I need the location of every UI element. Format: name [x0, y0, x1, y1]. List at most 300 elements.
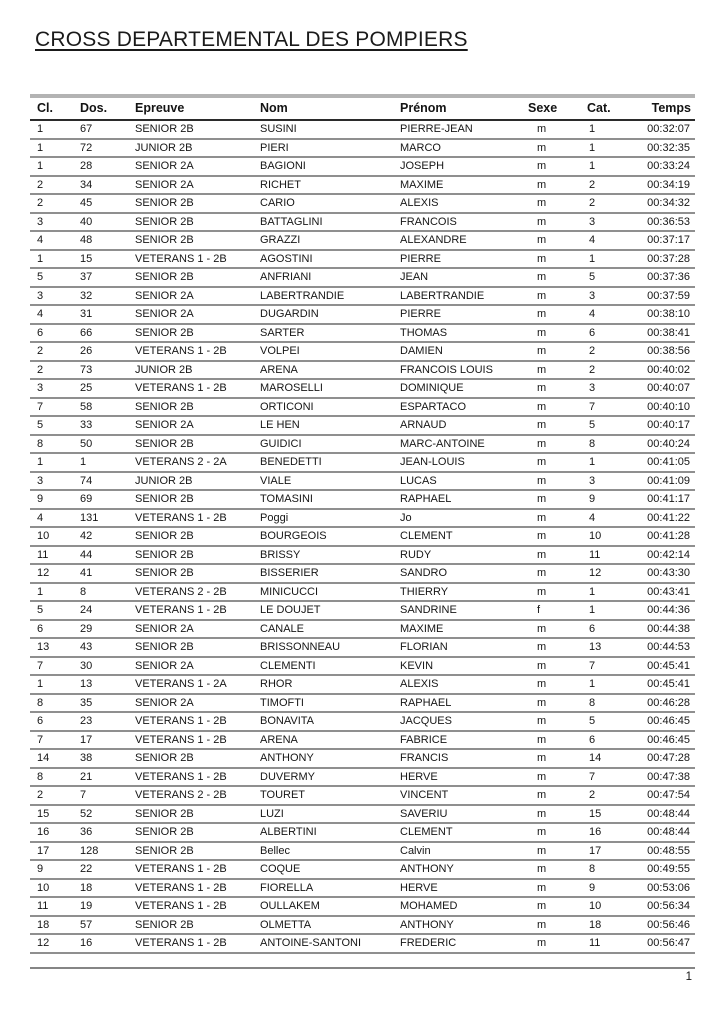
table-row [30, 416, 695, 435]
cell-cat: 1 [578, 157, 635, 176]
cell-sexe: f [520, 601, 578, 620]
cell-dos: 57 [72, 916, 127, 935]
cell-cat: 4 [578, 231, 635, 250]
table-row [30, 712, 695, 731]
cell-epreuve: SENIOR 2B [127, 842, 253, 861]
cell-epreuve: SENIOR 2A [127, 620, 253, 639]
cell-nom: BISSERIER [253, 564, 392, 583]
cell-temps: 00:44:36 [635, 601, 695, 620]
cell-prenom: JEAN-LOUIS [392, 453, 520, 472]
cell-dos: 25 [72, 379, 127, 398]
cell-temps: 00:37:36 [635, 268, 695, 287]
cell-sexe: m [520, 139, 578, 158]
cell-epreuve: SENIOR 2B [127, 916, 253, 935]
table-row [30, 675, 695, 694]
table-row [30, 527, 695, 546]
cell-cat: 17 [578, 842, 635, 861]
cell-cat: 11 [578, 934, 635, 953]
cell-sexe: m [520, 786, 578, 805]
cell-epreuve: VETERANS 1 - 2B [127, 342, 253, 361]
cell-prenom: FRANCIS [392, 749, 520, 768]
cell-epreuve: JUNIOR 2B [127, 361, 253, 380]
cell-prenom: MAXIME [392, 620, 520, 639]
cell-dos: 67 [72, 120, 127, 139]
cell-temps: 00:38:41 [635, 324, 695, 343]
cell-cl: 3 [30, 213, 72, 232]
cell-epreuve: JUNIOR 2B [127, 139, 253, 158]
cell-sexe: m [520, 749, 578, 768]
cell-temps: 00:41:17 [635, 490, 695, 509]
cell-prenom: FABRICE [392, 731, 520, 750]
cell-sexe: m [520, 897, 578, 916]
cell-sexe: m [520, 768, 578, 787]
cell-prenom: PIERRE [392, 305, 520, 324]
cell-temps: 00:38:10 [635, 305, 695, 324]
cell-nom: TOMASINI [253, 490, 392, 509]
cell-dos: 8 [72, 583, 127, 602]
cell-cat: 7 [578, 768, 635, 787]
cell-epreuve: SENIOR 2B [127, 194, 253, 213]
cell-prenom: JOSEPH [392, 157, 520, 176]
table-row [30, 453, 695, 472]
cell-epreuve: VETERANS 1 - 2B [127, 897, 253, 916]
cell-nom: AGOSTINI [253, 250, 392, 269]
cell-temps: 00:43:30 [635, 564, 695, 583]
cell-dos: 36 [72, 823, 127, 842]
cell-dos: 32 [72, 287, 127, 306]
cell-sexe: m [520, 731, 578, 750]
cell-sexe: m [520, 379, 578, 398]
cell-cl: 17 [30, 842, 72, 861]
cell-nom: OLMETTA [253, 916, 392, 935]
cell-dos: 43 [72, 638, 127, 657]
cell-prenom: RAPHAEL [392, 490, 520, 509]
cell-dos: 52 [72, 805, 127, 824]
cell-cat: 5 [578, 416, 635, 435]
cell-cl: 13 [30, 638, 72, 657]
cell-cl: 1 [30, 453, 72, 472]
cell-temps: 00:56:47 [635, 934, 695, 953]
table-row [30, 435, 695, 454]
table-row [30, 842, 695, 861]
cell-nom: COQUE [253, 860, 392, 879]
cell-sexe: m [520, 509, 578, 528]
cell-dos: 41 [72, 564, 127, 583]
cell-prenom: JACQUES [392, 712, 520, 731]
cell-cat: 4 [578, 509, 635, 528]
cell-epreuve: VETERANS 2 - 2B [127, 786, 253, 805]
cell-prenom: ANTHONY [392, 860, 520, 879]
cell-epreuve: VETERANS 1 - 2B [127, 601, 253, 620]
cell-temps: 00:32:07 [635, 120, 695, 139]
cell-prenom: HERVE [392, 768, 520, 787]
cell-dos: 23 [72, 712, 127, 731]
table-row [30, 120, 695, 139]
table-row [30, 601, 695, 620]
cell-prenom: LABERTRANDIE [392, 287, 520, 306]
cell-prenom: LUCAS [392, 472, 520, 491]
results-table [30, 94, 695, 954]
cell-cl: 1 [30, 583, 72, 602]
table-row [30, 194, 695, 213]
cell-cl: 16 [30, 823, 72, 842]
cell-cl: 11 [30, 546, 72, 565]
cell-cat: 1 [578, 453, 635, 472]
cell-sexe: m [520, 250, 578, 269]
cell-cl: 14 [30, 749, 72, 768]
table-row [30, 879, 695, 898]
cell-prenom: DAMIEN [392, 342, 520, 361]
cell-cat: 2 [578, 176, 635, 195]
cell-sexe: m [520, 805, 578, 824]
table-row [30, 268, 695, 287]
cell-epreuve: VETERANS 1 - 2B [127, 509, 253, 528]
cell-epreuve: SENIOR 2B [127, 268, 253, 287]
cell-temps: 00:33:24 [635, 157, 695, 176]
cell-epreuve: SENIOR 2B [127, 527, 253, 546]
cell-prenom: ARNAUD [392, 416, 520, 435]
table-row [30, 638, 695, 657]
cell-nom: GRAZZI [253, 231, 392, 250]
cell-cl: 1 [30, 139, 72, 158]
cell-sexe: m [520, 879, 578, 898]
cell-epreuve: SENIOR 2A [127, 176, 253, 195]
cell-cat: 1 [578, 675, 635, 694]
cell-sexe: m [520, 398, 578, 417]
cell-prenom: MOHAMED [392, 897, 520, 916]
cell-dos: 74 [72, 472, 127, 491]
cell-nom: DUGARDIN [253, 305, 392, 324]
cell-prenom: ALEXIS [392, 675, 520, 694]
cell-temps: 00:38:56 [635, 342, 695, 361]
cell-cl: 8 [30, 768, 72, 787]
cell-dos: 18 [72, 879, 127, 898]
cell-nom: Bellec [253, 842, 392, 861]
cell-cat: 2 [578, 786, 635, 805]
cell-prenom: Calvin [392, 842, 520, 861]
cell-cl: 5 [30, 416, 72, 435]
cell-cat: 3 [578, 472, 635, 491]
cell-temps: 00:43:41 [635, 583, 695, 602]
cell-epreuve: JUNIOR 2B [127, 472, 253, 491]
cell-dos: 58 [72, 398, 127, 417]
cell-temps: 00:40:24 [635, 435, 695, 454]
column-header-cl: Cl. [30, 98, 72, 120]
table-row [30, 509, 695, 528]
cell-cat: 3 [578, 379, 635, 398]
cell-temps: 00:46:45 [635, 731, 695, 750]
cell-sexe: m [520, 657, 578, 676]
cell-sexe: m [520, 213, 578, 232]
cell-dos: 72 [72, 139, 127, 158]
table-row [30, 231, 695, 250]
cell-cat: 1 [578, 139, 635, 158]
cell-prenom: ESPARTACO [392, 398, 520, 417]
cell-cl: 1 [30, 675, 72, 694]
table-row [30, 287, 695, 306]
cell-prenom: HERVE [392, 879, 520, 898]
cell-nom: RHOR [253, 675, 392, 694]
cell-nom: LE HEN [253, 416, 392, 435]
cell-cl: 3 [30, 287, 72, 306]
cell-dos: 35 [72, 694, 127, 713]
cell-temps: 00:37:17 [635, 231, 695, 250]
cell-nom: ARENA [253, 731, 392, 750]
table-row [30, 620, 695, 639]
cell-sexe: m [520, 194, 578, 213]
cell-sexe: m [520, 860, 578, 879]
cell-nom: BENEDETTI [253, 453, 392, 472]
table-row [30, 139, 695, 158]
cell-nom: SUSINI [253, 120, 392, 139]
cell-epreuve: SENIOR 2B [127, 638, 253, 657]
cell-sexe: m [520, 435, 578, 454]
cell-cl: 6 [30, 712, 72, 731]
cell-prenom: ALEXIS [392, 194, 520, 213]
cell-epreuve: VETERANS 1 - 2B [127, 250, 253, 269]
cell-prenom: ALEXANDRE [392, 231, 520, 250]
cell-epreuve: SENIOR 2B [127, 823, 253, 842]
cell-sexe: m [520, 583, 578, 602]
cell-nom: SARTER [253, 324, 392, 343]
cell-nom: GUIDICI [253, 435, 392, 454]
cell-cl: 8 [30, 694, 72, 713]
cell-nom: LE DOUJET [253, 601, 392, 620]
cell-cat: 5 [578, 268, 635, 287]
cell-cl: 10 [30, 879, 72, 898]
cell-nom: BONAVITA [253, 712, 392, 731]
cell-temps: 00:47:38 [635, 768, 695, 787]
cell-cat: 1 [578, 250, 635, 269]
cell-prenom: SANDRO [392, 564, 520, 583]
cell-temps: 00:41:09 [635, 472, 695, 491]
cell-nom: BRISSY [253, 546, 392, 565]
cell-dos: 128 [72, 842, 127, 861]
cell-dos: 34 [72, 176, 127, 195]
cell-nom: CANALE [253, 620, 392, 639]
table-row [30, 342, 695, 361]
cell-prenom: DOMINIQUE [392, 379, 520, 398]
table-row [30, 786, 695, 805]
cell-cat: 7 [578, 398, 635, 417]
cell-temps: 00:48:44 [635, 823, 695, 842]
cell-prenom: THOMAS [392, 324, 520, 343]
cell-temps: 00:34:32 [635, 194, 695, 213]
cell-epreuve: VETERANS 2 - 2A [127, 453, 253, 472]
cell-cl: 4 [30, 305, 72, 324]
cell-cl: 2 [30, 786, 72, 805]
cell-prenom: CLEMENT [392, 823, 520, 842]
cell-epreuve: SENIOR 2B [127, 749, 253, 768]
cell-nom: Poggi [253, 509, 392, 528]
cell-dos: 30 [72, 657, 127, 676]
table-row [30, 823, 695, 842]
cell-nom: MINICUCCI [253, 583, 392, 602]
cell-dos: 21 [72, 768, 127, 787]
cell-sexe: m [520, 453, 578, 472]
cell-sexe: m [520, 490, 578, 509]
cell-dos: 29 [72, 620, 127, 639]
page-number: 1 [685, 971, 692, 983]
cell-prenom: MARCO [392, 139, 520, 158]
cell-cat: 15 [578, 805, 635, 824]
cell-cl: 12 [30, 564, 72, 583]
cell-temps: 00:46:45 [635, 712, 695, 731]
cell-cat: 8 [578, 435, 635, 454]
cell-nom: MAROSELLI [253, 379, 392, 398]
cell-dos: 1 [72, 453, 127, 472]
cell-prenom: THIERRY [392, 583, 520, 602]
cell-dos: 24 [72, 601, 127, 620]
table-row [30, 398, 695, 417]
cell-nom: CLEMENTI [253, 657, 392, 676]
cell-nom: BOURGEOIS [253, 527, 392, 546]
cell-cl: 5 [30, 268, 72, 287]
column-header-nom: Nom [253, 98, 392, 120]
cell-prenom: FRANCOIS [392, 213, 520, 232]
cell-sexe: m [520, 842, 578, 861]
cell-nom: ANTOINE-SANTONI [253, 934, 392, 953]
cell-nom: OULLAKEM [253, 897, 392, 916]
cell-epreuve: SENIOR 2B [127, 324, 253, 343]
cell-cl: 18 [30, 916, 72, 935]
cell-temps: 00:41:05 [635, 453, 695, 472]
cell-epreuve: SENIOR 2B [127, 398, 253, 417]
cell-dos: 48 [72, 231, 127, 250]
cell-cl: 15 [30, 805, 72, 824]
cell-dos: 26 [72, 342, 127, 361]
cell-cl: 6 [30, 324, 72, 343]
cell-dos: 66 [72, 324, 127, 343]
cell-epreuve: VETERANS 1 - 2B [127, 712, 253, 731]
cell-temps: 00:34:19 [635, 176, 695, 195]
cell-cat: 6 [578, 731, 635, 750]
cell-temps: 00:46:28 [635, 694, 695, 713]
cell-temps: 00:56:46 [635, 916, 695, 935]
cell-sexe: m [520, 157, 578, 176]
cell-cl: 1 [30, 157, 72, 176]
table-row [30, 805, 695, 824]
column-header-cat: Cat. [578, 98, 635, 120]
column-header-sexe: Sexe [520, 98, 578, 120]
cell-sexe: m [520, 546, 578, 565]
table-row [30, 934, 695, 953]
cell-nom: PIERI [253, 139, 392, 158]
cell-sexe: m [520, 823, 578, 842]
cell-nom: BAGIONI [253, 157, 392, 176]
cell-temps: 00:45:41 [635, 657, 695, 676]
cell-sexe: m [520, 324, 578, 343]
cell-sexe: m [520, 361, 578, 380]
cell-dos: 13 [72, 675, 127, 694]
cell-prenom: KEVIN [392, 657, 520, 676]
cell-epreuve: VETERANS 1 - 2B [127, 879, 253, 898]
cell-cl: 3 [30, 472, 72, 491]
cell-prenom: RUDY [392, 546, 520, 565]
cell-cl: 4 [30, 509, 72, 528]
cell-dos: 37 [72, 268, 127, 287]
cell-cat: 11 [578, 546, 635, 565]
footer-rule [30, 967, 695, 969]
cell-dos: 50 [72, 435, 127, 454]
cell-prenom: ANTHONY [392, 916, 520, 935]
cell-cat: 3 [578, 213, 635, 232]
cell-dos: 33 [72, 416, 127, 435]
cell-prenom: MAXIME [392, 176, 520, 195]
cell-cl: 2 [30, 194, 72, 213]
cell-cl: 8 [30, 435, 72, 454]
cell-epreuve: SENIOR 2B [127, 120, 253, 139]
cell-dos: 19 [72, 897, 127, 916]
cell-epreuve: VETERANS 2 - 2B [127, 583, 253, 602]
cell-prenom: PIERRE-JEAN [392, 120, 520, 139]
cell-temps: 00:32:35 [635, 139, 695, 158]
cell-cat: 5 [578, 712, 635, 731]
cell-dos: 42 [72, 527, 127, 546]
cell-cl: 6 [30, 620, 72, 639]
cell-temps: 00:40:10 [635, 398, 695, 417]
cell-temps: 00:37:28 [635, 250, 695, 269]
cell-epreuve: VETERANS 1 - 2B [127, 768, 253, 787]
cell-temps: 00:37:59 [635, 287, 695, 306]
cell-prenom: MARC-ANTOINE [392, 435, 520, 454]
cell-cat: 12 [578, 564, 635, 583]
cell-dos: 73 [72, 361, 127, 380]
table-row [30, 916, 695, 935]
table-row [30, 361, 695, 380]
cell-cat: 13 [578, 638, 635, 657]
table-row [30, 379, 695, 398]
cell-epreuve: SENIOR 2B [127, 490, 253, 509]
cell-temps: 00:47:28 [635, 749, 695, 768]
cell-epreuve: SENIOR 2B [127, 213, 253, 232]
cell-cat: 8 [578, 860, 635, 879]
cell-nom: ARENA [253, 361, 392, 380]
table-row [30, 897, 695, 916]
cell-epreuve: VETERANS 1 - 2B [127, 860, 253, 879]
cell-prenom: SAVERIU [392, 805, 520, 824]
cell-cat: 10 [578, 527, 635, 546]
cell-epreuve: SENIOR 2A [127, 287, 253, 306]
table-row [30, 157, 695, 176]
cell-nom: TOURET [253, 786, 392, 805]
cell-sexe: m [520, 712, 578, 731]
cell-dos: 22 [72, 860, 127, 879]
cell-cat: 1 [578, 120, 635, 139]
table-row [30, 472, 695, 491]
cell-cl: 7 [30, 731, 72, 750]
cell-nom: TIMOFTI [253, 694, 392, 713]
cell-cl: 11 [30, 897, 72, 916]
table-header-row [30, 98, 695, 120]
cell-temps: 00:56:34 [635, 897, 695, 916]
cell-cat: 8 [578, 694, 635, 713]
cell-nom: BRISSONNEAU [253, 638, 392, 657]
cell-temps: 00:44:38 [635, 620, 695, 639]
cell-dos: 17 [72, 731, 127, 750]
cell-cl: 12 [30, 934, 72, 953]
cell-cat: 6 [578, 324, 635, 343]
cell-cl: 7 [30, 657, 72, 676]
table-row [30, 490, 695, 509]
cell-nom: ALBERTINI [253, 823, 392, 842]
table-row [30, 694, 695, 713]
cell-temps: 00:42:14 [635, 546, 695, 565]
cell-dos: 44 [72, 546, 127, 565]
cell-sexe: m [520, 268, 578, 287]
cell-prenom: VINCENT [392, 786, 520, 805]
cell-epreuve: SENIOR 2B [127, 435, 253, 454]
